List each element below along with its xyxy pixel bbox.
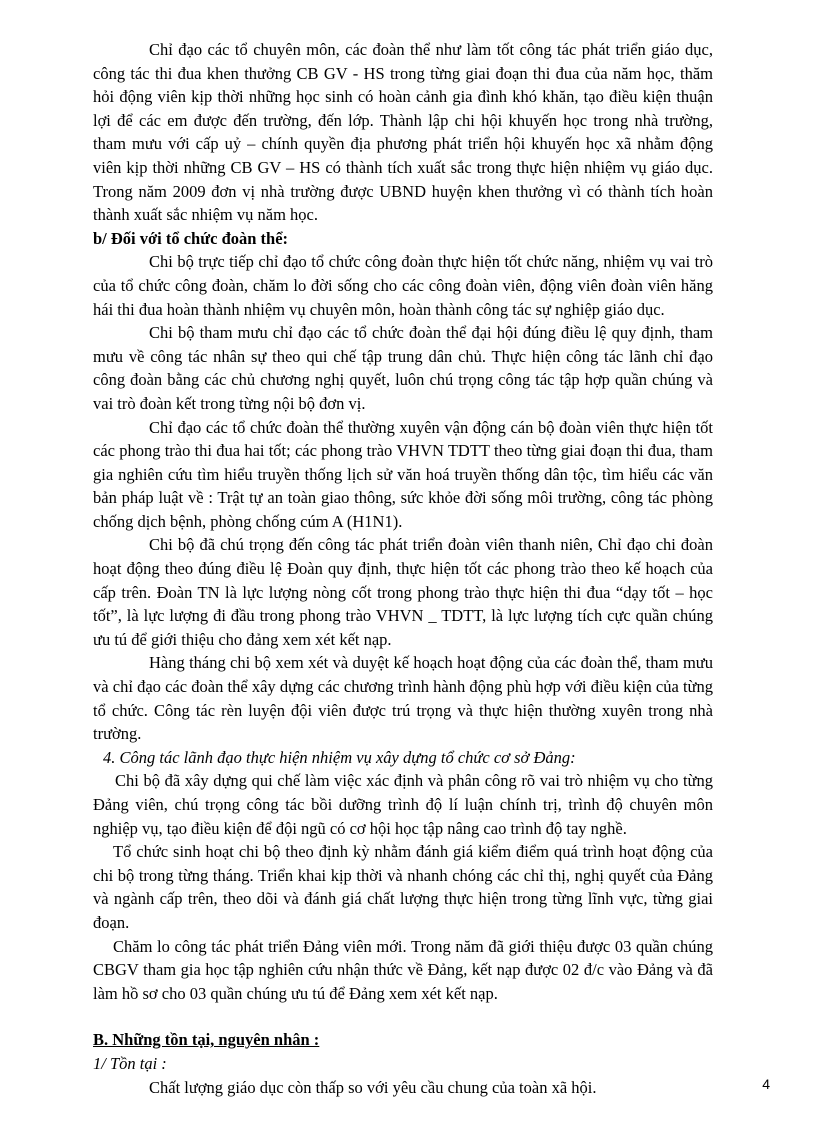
paragraph-direct-professional-groups: Chỉ đạo các tổ chuyên môn, các đoàn thể như làm tốt công tác phát triển giáo dục, công tác thi đua khen thưởng CB GV - HS trong từng giai đoạn thi đua của năm học, thăm hỏi động viên kịp thời những học sinh có hoàn cảnh gia đình khó khăn, tạo điều kiện thuận lợi để các em được đến trường, đến lớp. Thành lập chi hội khuyến học trong nhà trường, tham mưu với cấp uỷ – chính quyền địa phương phát triển hội khuyến học xã nhằm động viên kịp thời những CB GV – HS có thành tích xuất sắc trong thực hiện nhiệm vụ giáo dục. Trong năm 2009 đơn vị nhà trường được UBND huyện khen thưởng vì có thành tích hoàn thành xuất sắc nhiệm vụ năm học.: [93, 40, 713, 225]
document-body: [93, 38, 713, 1099]
section-heading-shortcomings: B. Những tồn tại, nguyên nhân :: [93, 1030, 320, 1050]
section-heading-party-building: 4. Công tác lãnh đạo thực hiện nhiệm vụ xây dựng tổ chức cơ sở Đảng:: [103, 747, 576, 767]
paragraph-education-quality: Chất lượng giáo dục còn thấp so với yêu cầu chung của toàn xã hội.: [149, 1077, 597, 1097]
subsection-heading-shortcomings: 1/ Tồn tại :: [93, 1053, 167, 1073]
page-number: 4: [762, 1076, 770, 1092]
paragraph-periodic-meetings: Tổ chức sinh hoạt chi bộ theo định kỳ nhằm đánh giá kiểm điểm quá trình hoạt động của chi bộ trong từng tháng. Triển khai kịp thời và nhanh chóng các chỉ thị, nghị quyết của Đảng và ngành cấp trên, theo dõi và đánh giá chất lượng thực hiện trong từng lĩnh vực, từng giai đoạn.: [93, 842, 713, 932]
paragraph-work-regulations: Chi bộ đã xây dựng qui chế làm việc xác định và phân công rõ vai trò nhiệm vụ cho từng Đảng viên, chú trọng công tác bồi dưỡng trình độ lí luận chính trị, trình độ chuyên môn nghiệp vụ, tạo điều kiện để đội ngũ có cơ hội học tập nâng cao trình độ tay nghề.: [93, 771, 713, 838]
section-heading-mass-organizations: b/ Đối với tổ chức đoàn thể:: [93, 228, 289, 248]
paragraph-monthly-review: Hàng tháng chi bộ xem xét và duyệt kế hoạch hoạt động của các đoàn thể, tham mưu và chỉ đạo các đoàn thể xây dựng các chương trình hành động phù hợp với điều kiện của từng tổ chức. Công tác rèn luyện đội viên được trú trọng và thực hiện thường xuyên trong nhà trường.: [93, 653, 713, 744]
paragraph-emulation-movements: Chỉ đạo các tổ chức đoàn thể thường xuyên vận động cán bộ đoàn viên thực hiện tốt các phong trào thi đua hai tốt; các phong trào VHVN TDTT theo từng giai đoạn thi đua, tham gia nghiên cứu tìm hiểu truyền thống lịch sử văn hoá truyền thống dân tộc, tìm hiểu các văn bản pháp luật về : Trật tự an toàn giao thông, sức khỏe đời sống môi trường, công tác phòng chống dịch bệnh, phòng chống cúm A (H1N1).: [93, 417, 713, 531]
paragraph-trade-union: Chi bộ trực tiếp chỉ đạo tổ chức công đoàn thực hiện tốt chức năng, nhiệm vụ vai trò của tổ chức công đoàn, chăm lo đời sống cho các công đoàn viên, động viên đoàn viên hăng hái thi đua hoàn thành nhiệm vụ chuyên môn, hoàn thành công tác sự nghiệp giáo dục.: [93, 252, 713, 319]
paragraph-congress-advice: Chi bộ tham mưu chỉ đạo các tổ chức đoàn thể đại hội đúng điều lệ quy định, tham mưu về công tác nhân sự theo qui chế tập trung dân chủ. Thực hiện công tác lãnh chỉ đạo công đoàn bằng các chủ chương nghị quyết, luôn chú trọng công tác tập hợp quần chúng và vai trò đoàn kết trong từng nội bộ đơn vị.: [93, 323, 713, 413]
paragraph-youth-union: Chi bộ đã chú trọng đến công tác phát triển đoàn viên thanh niên, Chỉ đạo chi đoàn hoạt động theo đúng điều lệ Đoàn quy định, thực hiện tốt các phong trào theo kế hoạch của cấp trên. Đoàn TN là lực lượng nòng cốt trong phong trào thực hiện thi đua “dạy tốt – học tốt”, là lực lượng đi đầu trong phong trào VHVN _ TDTT, là lực lượng tích cực quần chúng ưu tú để giới thiệu cho đảng xem xét kết nạp.: [93, 535, 713, 649]
paragraph-new-members: Chăm lo công tác phát triển Đảng viên mới. Trong năm đã giới thiệu được 03 quần chúng CBGV tham gia học tập nghiên cứu nhận thức về Đảng, kết nạp được 02 đ/c vào Đảng và đã làm hồ sơ cho 03 quần chúng ưu tú để Đảng xem xét kết nạp.: [93, 936, 713, 1003]
